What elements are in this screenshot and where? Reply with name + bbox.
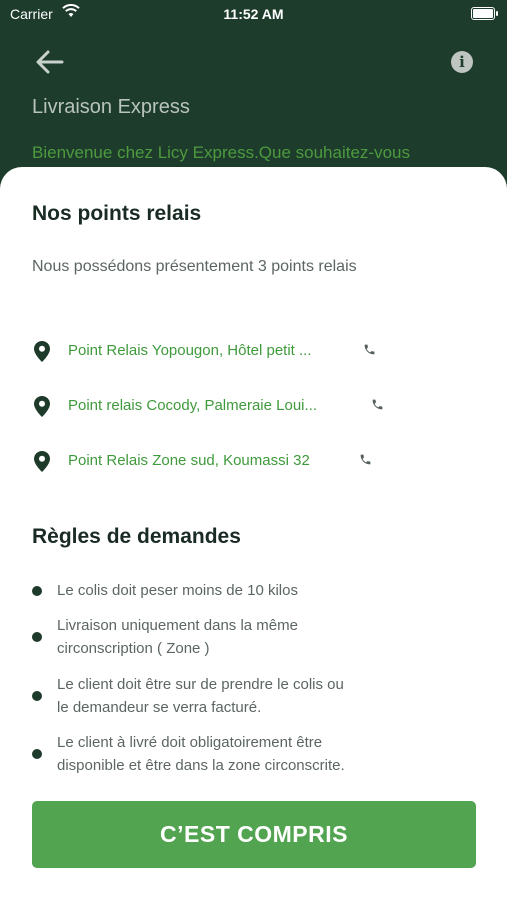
back-arrow-icon[interactable] xyxy=(34,48,66,76)
relay-item[interactable] xyxy=(32,339,472,363)
bullet-icon xyxy=(32,632,42,642)
rules-title: Règles de demandes xyxy=(32,525,241,548)
relays-title: Nos points relais xyxy=(32,202,202,225)
relay-label: Point Relais Yopougon, Hôtel petit ... xyxy=(68,342,312,359)
relay-item[interactable] xyxy=(32,449,472,473)
phone-icon[interactable] xyxy=(359,453,372,471)
relay-label: Point relais Cocody, Palmeraie Loui... xyxy=(68,397,318,414)
status-bar xyxy=(0,0,507,28)
relay-label: Point Relais Zone sud, Koumassi 32 xyxy=(68,452,310,469)
rule-line: Le client doit être sur de prendre le colis ou xyxy=(57,676,344,693)
confirm-button[interactable]: C’EST COMPRIS xyxy=(32,801,476,868)
battery-icon xyxy=(471,7,495,20)
bullet-icon xyxy=(32,691,42,701)
rule-line: le demandeur se verra facturé. xyxy=(57,699,262,716)
welcome-text: Bienvenue chez Licy Express.Que souhaitez-vous xyxy=(32,143,410,162)
clock: 11:52 AM xyxy=(223,6,284,22)
info-icon[interactable]: i xyxy=(451,51,473,73)
map-pin-icon xyxy=(34,451,50,477)
rule-line: Livraison uniquement dans la même xyxy=(57,617,298,634)
map-pin-icon xyxy=(34,396,50,422)
relay-item[interactable] xyxy=(32,394,472,418)
rule-line: Le client à livré doit obligatoirement être xyxy=(57,734,323,751)
rule-line: Le colis doit peser moins de 10 kilos xyxy=(57,582,298,599)
bullet-icon xyxy=(32,749,42,759)
rule-line: circonscription ( Zone ) xyxy=(57,640,210,657)
phone-icon[interactable] xyxy=(371,398,384,416)
carrier-label: Carrier xyxy=(10,6,53,22)
info-bottom-sheet xyxy=(0,167,507,900)
map-pin-icon xyxy=(34,341,50,367)
bullet-icon xyxy=(32,586,42,596)
relays-intro: Nous possédons présentement 3 points relais xyxy=(32,258,357,275)
phone-icon[interactable] xyxy=(363,343,376,361)
page-title: Livraison Express xyxy=(32,96,190,118)
rule-line: disponible et être dans la zone circonscrite. xyxy=(57,757,345,774)
